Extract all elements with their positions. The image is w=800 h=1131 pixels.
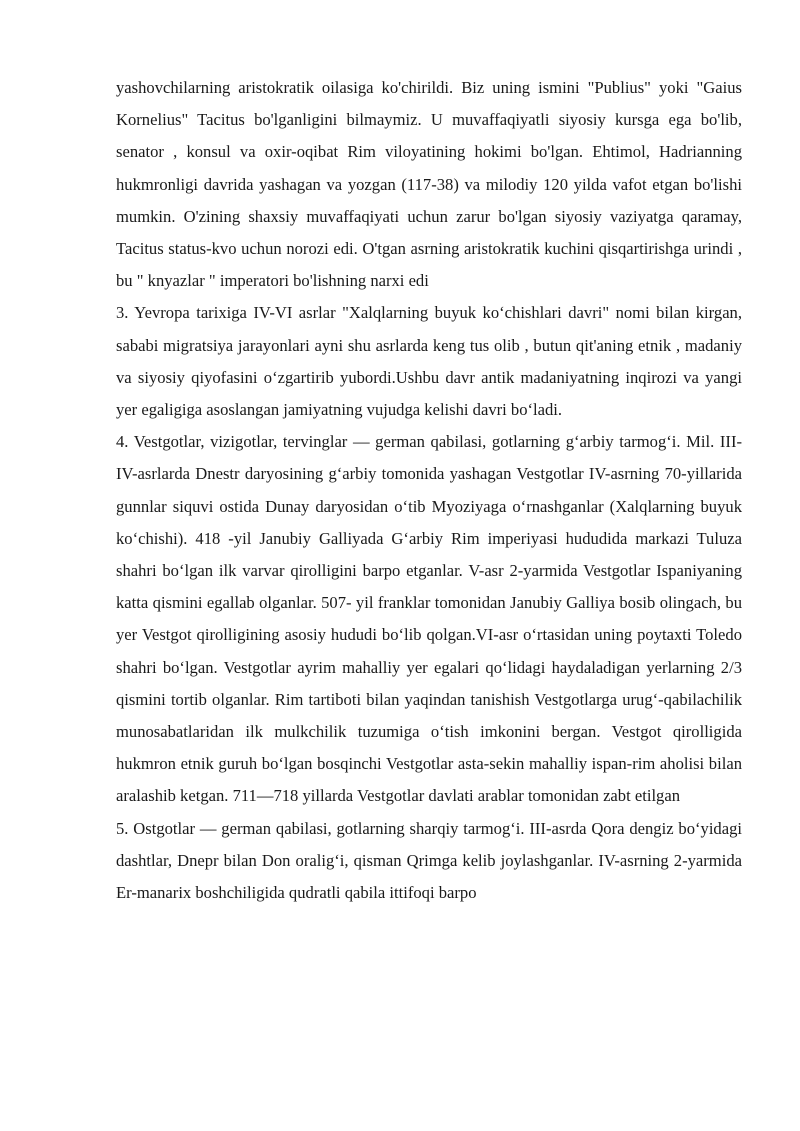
document-page [116,72,742,909]
paragraph-3-migration-era: 3. Yevropa tarixiga IV-VI asrlar "Xalqlarning buyuk koʻchishlari davri" nomi bilan kirgan, sababi migratsiya jarayonlari ayni shu asrlarda keng tus olib , butun qit'aning etnik , madaniy va siyosiy qiyofasini oʻzgartirib yubordi.Ushbu davr antik madaniyatning inqirozi va yangi yer egaligiga asoslangan jamiyatning vujudga kelishi davri boʻladi. [116,303,742,420]
paragraph-4-vestgotlar: 4. Vestgotlar, vizigotlar, tervinglar — german qabilasi, gotlarning gʻarbiy tarmogʻi. Mil. III-IV-asrlarda Dnestr daryosining gʻarbiy tomonida yashagan Vestgotlar IV-asrning 70-yillarida gunnlar siquvi ostida Dunay daryosidan oʻtib Myoziyaga oʻrnashganlar (Xalqlarning buyuk koʻchishi). 418 -yil Janubiy Galliyada Gʻarbiy Rim imperiyasi hududida markazi Tuluza shahri boʻlgan ilk varvar qirolligini barpo etganlar. V-asr 2-yarmida Vestgotlar Ispaniyaning katta qismini egallab olganlar. 507- yil franklar tomonidan Janubiy Galliya bosib olingach, bu yer Vestgot qirolligining asosiy hududi boʻlib qolgan.VI-asr oʻrtasidan uning poytaxti Toledo shahri boʻlgan. Vestgotlar ayrim mahalliy yer egalari qoʻlidagi haydaladigan yerlarning 2/3 qismini tortib olganlar. Rim tartiboti bilan yaqindan tanishish Vestgotlarga urugʻ-qabilachilik munosabatlaridan ilk mulkchilik tuzumiga oʻtish imkonini bergan. Vestgot qirolligida hukmron etnik guruh boʻlgan bosqinchi Vestgotlar asta-sekin mahalliy ispan-rim aholisi bilan aralashib ketgan. 711—718 yillarda Vestgotlar davlati arablar tomonidan zabt etilgan [116,432,742,806]
paragraph-5-ostgotlar: 5. Ostgotlar — german qabilasi, gotlarning sharqiy tarmogʻi. III-asrda Qora dengiz boʻyidagi dashtlar, Dnepr bilan Don oraligʻi, qisman Qrimga kelib joylashganlar. IV-asrning 2-yarmida Er-manarix boshchiligida qudratli qabila ittifoqi barpo [116,818,742,903]
paragraph-publius: yashovchilarning aristokratik oilasiga ko'chirildi. Biz uning ismini "Publius" yoki "Gaius Kornelius" Tacitus bo'lganligini bilmaymiz. U muvaffaqiyatli siyosiy kursga ega bo'lib, senator , konsul va oxir-oqibat Rim viloyatining hokimi bo'lgan. Ehtimol, Hadrianning hukmronligi davrida yashagan va yozgan (117-38) va milodiy 120 yilda vafot etgan bo'lishi mumkin. O'zining shaxsiy muvaffaqiyati uchun zarur bo'lgan siyosiy vaziyatga qaramay, Tacitus status-kvo uchun norozi edi. O'tgan asrning aristokratik kuchini qisqartirishga urindi , bu " knyazlar " imperatori bo'lishning narxi edi [116,78,742,291]
